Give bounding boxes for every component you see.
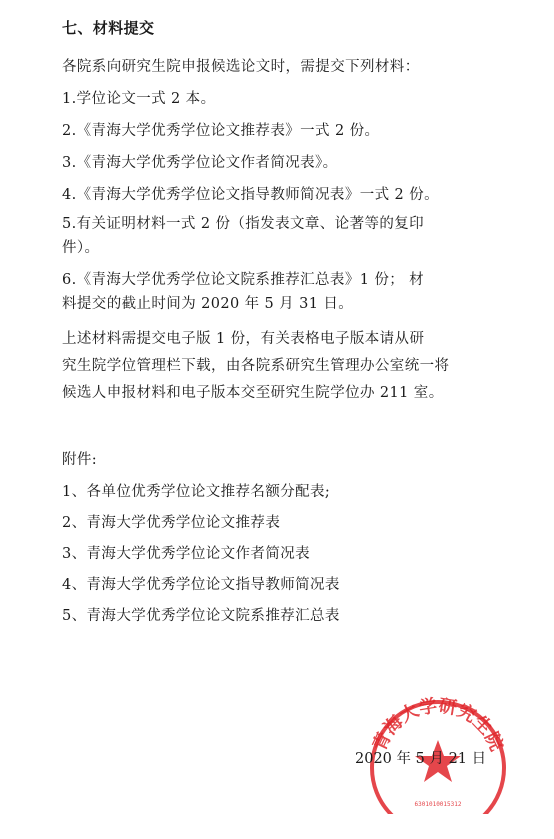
attachment-item: 1、各单位优秀学位论文推荐名额分配表;	[62, 484, 331, 500]
list-item: 4.《青海大学优秀学位论文指导教师简况表》一式 2 份。	[62, 187, 439, 203]
section-heading: 七、材料提交	[62, 19, 155, 37]
note-paragraph-line: 究生院学位管理栏下载，由各院系研究生管理办公室统一将	[62, 358, 450, 374]
list-item-continuation: 件）。	[62, 240, 100, 256]
list-item: 1.学位论文一式 2 本。	[62, 91, 216, 107]
note-paragraph-line: 上述材料需提交电子版 1 份，有关表格电子版本请从研	[62, 331, 425, 347]
list-item: 6.《青海大学优秀学位论文院系推荐汇总表》1 份； 材	[62, 272, 425, 288]
list-item-continuation: 料提交的截止时间为 2020 年 5 月 31 日。	[62, 296, 354, 312]
list-item: 3.《青海大学优秀学位论文作者简况表》。	[62, 155, 338, 171]
attachment-item: 3、青海大学优秀学位论文作者简况表	[62, 546, 311, 562]
attachment-item: 4、青海大学优秀学位论文指导教师简况表	[62, 577, 340, 593]
note-paragraph-line: 候选人申报材料和电子版本交至研究生院学位办 211 室。	[62, 385, 444, 401]
svg-text:6301010015312: 6301010015312	[414, 801, 462, 808]
attachments-label: 附件:	[62, 452, 98, 468]
list-item: 5.有关证明材料一式 2 份（指发表文章、论著等的复印	[62, 216, 425, 232]
section-intro: 各院系向研究生院申报候选论文时，需提交下列材料：	[62, 59, 420, 75]
svg-text:青海大学研究生院: 青海大学研究生院	[369, 695, 507, 755]
document-date: 2020 年 5 月 21 日	[355, 751, 487, 767]
attachment-item: 5、青海大学优秀学位论文院系推荐汇总表	[62, 608, 340, 624]
list-item: 2.《青海大学优秀学位论文推荐表》一式 2 份。	[62, 123, 380, 139]
attachment-item: 2、青海大学优秀学位论文推荐表	[62, 515, 281, 531]
